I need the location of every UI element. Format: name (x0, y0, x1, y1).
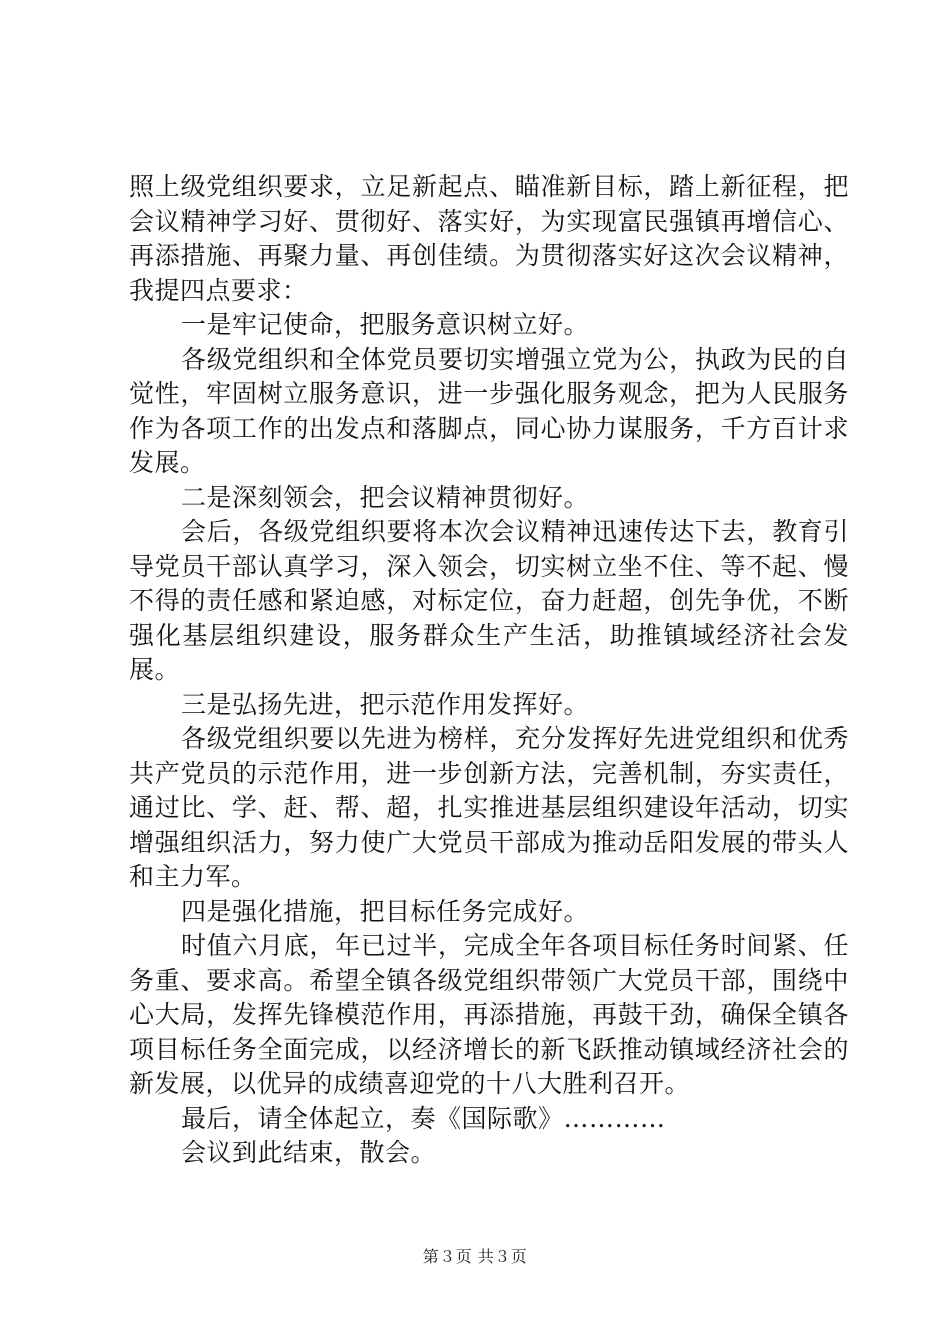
document-body (129, 170, 849, 1171)
paragraph-closing-anthem: 最后，请全体起立，奏《国际歌》………… (181, 1103, 666, 1133)
heading-point-three: 三是弘扬先进，把示范作用发挥好。 (181, 689, 590, 719)
paragraph-point-one: 各级党组织和全体党员要切实增强立党为公，执政为民的自觉性，牢固树立服务意识，进一步强化服务观念，把为人民服务作为各项工作的出发点和落脚点，同心协力谋服务，千方百计求发展。 (129, 344, 849, 477)
paragraph-point-three: 各级党组织要以先进为榜样，充分发挥好先进党组织和优秀共产党员的示范作用，进一步创新方法，完善机制，夯实责任，通过比、学、赶、帮、超，扎实推进基层组织建设年活动，切实增强组织活力，努力使广大党员干部成为推动岳阳发展的带头人和主力军。 (129, 724, 849, 891)
paragraph-intro-continued: 照上级党组织要求，立足新起点、瞄准新目标，踏上新征程，把会议精神学习好、贯彻好、落实好，为实现富民强镇再增信心、再添措施、再聚力量、再创佳绩。为贯彻落实好这次会议精神，我提四点要求： (129, 172, 849, 305)
page-number-footer: 第３页 共３页 (422, 1247, 528, 1266)
heading-point-four: 四是强化措施，把目标任务完成好。 (181, 896, 590, 926)
heading-point-two: 二是深刻领会，把会议精神贯彻好。 (181, 482, 590, 512)
paragraph-point-two: 会后，各级党组织要将本次会议精神迅速传达下去，教育引导党员干部认真学习，深入领会，切实树立坐不住、等不起、慢不得的责任感和紧迫感，对标定位，奋力赶超，创先争优，不断强化基层组织建设，服务群众生产生活，助推镇域经济社会发展。 (129, 517, 849, 684)
paragraph-point-four: 时值六月底，年已过半，完成全年各项目标任务时间紧、任务重、要求高。希望全镇各级党组织带领广大党员干部，围绕中心大局，发挥先锋模范作用，再添措施，再鼓干劲，确保全镇各项目标任务全面完成，以经济增长的新飞跃推动镇域经济社会的新发展，以优异的成绩喜迎党的十八大胜利召开。 (129, 931, 849, 1098)
paragraph-meeting-end: 会议到此结束，散会。 (181, 1138, 437, 1167)
heading-point-one: 一是牢记使命，把服务意识树立好。 (181, 310, 590, 339)
